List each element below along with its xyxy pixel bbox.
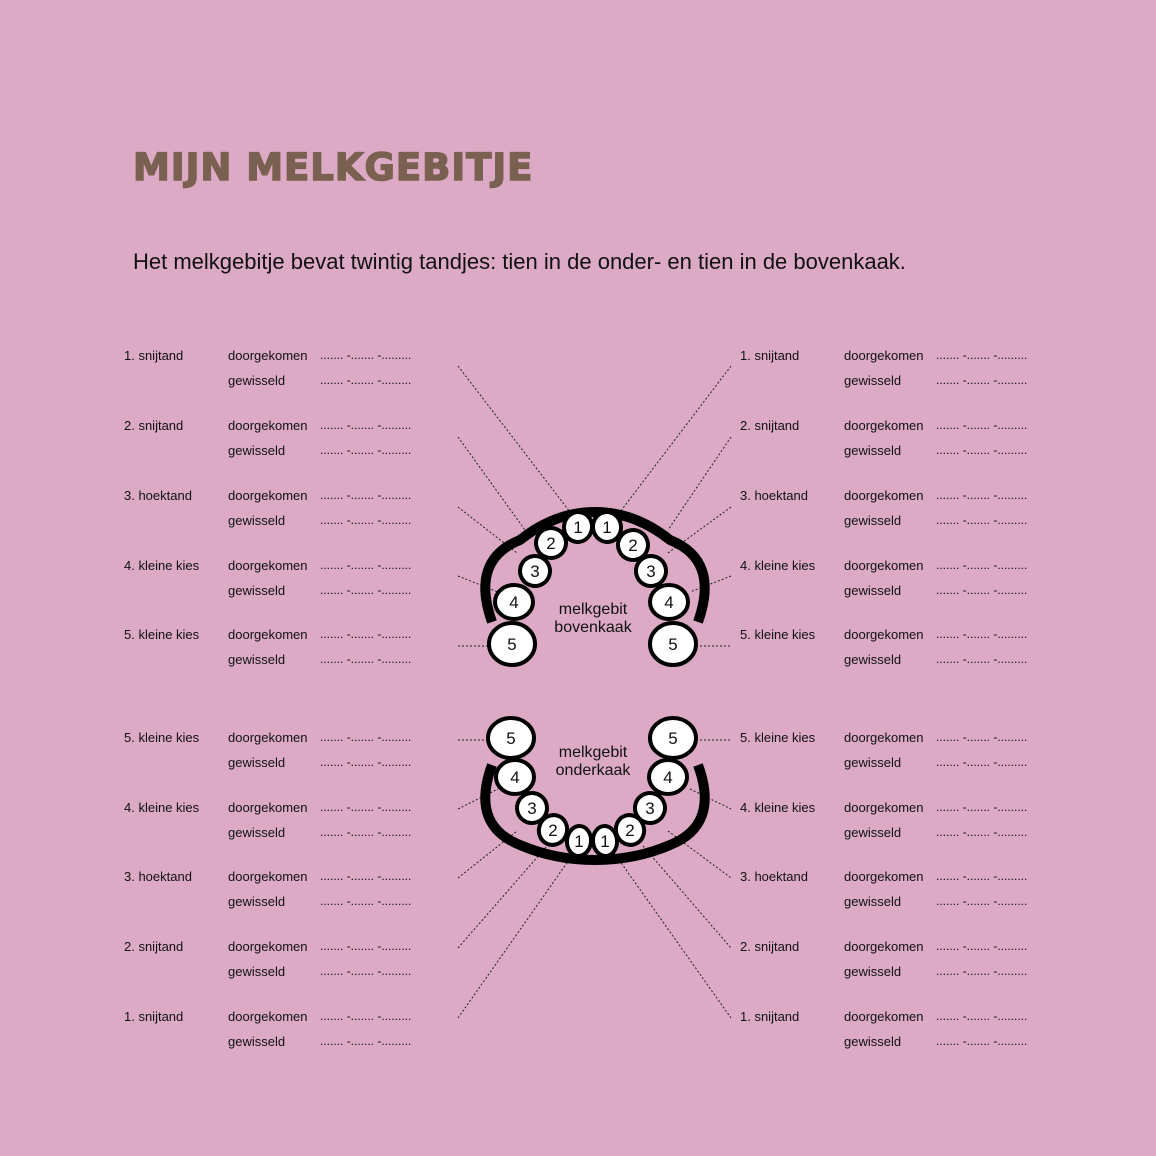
swapped-date-field[interactable]: ....... -....... -.........: [936, 583, 1028, 597]
lower-right-tooth-5[interactable]: [650, 718, 696, 758]
swapped-label: gewisseld: [228, 964, 286, 979]
swapped-date-field[interactable]: ....... -....... -.........: [936, 964, 1028, 978]
swapped-date-field[interactable]: ....... -....... -.........: [936, 652, 1028, 666]
upper-left-tooth-4[interactable]: [495, 585, 533, 619]
came-in-date-field[interactable]: ....... -....... -.........: [320, 1009, 412, 1023]
came-in-label: doorgekomen: [228, 348, 308, 363]
swapped-date-field[interactable]: ....... -....... -.........: [320, 583, 412, 597]
upper-jaw-label-line1: melkgebit: [558, 601, 628, 618]
tooth-name: 4. kleine kies: [124, 558, 200, 573]
tooth-name: 4. kleine kies: [124, 800, 200, 815]
swapped-date-field[interactable]: ....... -....... -.........: [936, 443, 1028, 457]
swapped-date-field[interactable]: ....... -....... -.........: [320, 443, 412, 457]
tooth-number: 1: [602, 518, 612, 537]
came-in-date-field[interactable]: ....... -....... -.........: [936, 730, 1028, 744]
tooth-name: 1. snijtand: [740, 348, 800, 363]
tooth-number: 5: [507, 635, 517, 654]
tooth-number: 4: [664, 593, 674, 612]
lower-leader-line: [458, 789, 498, 809]
upper-leader-line: [458, 366, 570, 512]
tooth-name: 4. kleine kies: [740, 800, 816, 815]
tooth-number: 3: [646, 562, 656, 581]
swapped-date-field[interactable]: ....... -....... -.........: [320, 825, 412, 839]
swapped-label: gewisseld: [228, 894, 286, 909]
tooth-number: 2: [628, 536, 638, 555]
came-in-date-field[interactable]: ....... -....... -.........: [320, 869, 412, 883]
came-in-label: doorgekomen: [228, 488, 308, 503]
swapped-label: gewisseld: [844, 652, 902, 667]
tooth-number: 2: [548, 821, 558, 840]
tooth-number: 5: [506, 729, 516, 748]
came-in-date-field[interactable]: ....... -....... -.........: [936, 869, 1028, 883]
came-in-label: doorgekomen: [844, 800, 924, 815]
lower-left-tooth-1[interactable]: [566, 825, 593, 857]
tooth-number: 4: [663, 768, 673, 787]
came-in-label: doorgekomen: [228, 939, 308, 954]
swapped-date-field[interactable]: ....... -....... -.........: [320, 652, 412, 666]
lower-jaw-label-line2: onderkaak: [555, 762, 631, 779]
tooth-name: 1. snijtand: [740, 1009, 800, 1024]
tooth-name: 3. hoektand: [740, 869, 808, 884]
swapped-label: gewisseld: [228, 443, 286, 458]
swapped-date-field[interactable]: ....... -....... -.........: [936, 894, 1028, 908]
tooth-name: 3. hoektand: [740, 488, 808, 503]
tooth-number: 3: [645, 799, 655, 818]
came-in-label: doorgekomen: [844, 488, 924, 503]
tooth-number: 1: [573, 518, 583, 537]
upper-leader-line: [458, 576, 498, 592]
tooth-number: 5: [668, 729, 678, 748]
came-in-date-field[interactable]: ....... -....... -.........: [320, 488, 412, 502]
swapped-label: gewisseld: [228, 583, 286, 598]
tooth-name: 2. snijtand: [740, 418, 800, 433]
swapped-label: gewisseld: [844, 513, 902, 528]
lower-left-tooth-4[interactable]: [496, 760, 534, 794]
swapped-label: gewisseld: [844, 825, 902, 840]
came-in-label: doorgekomen: [228, 558, 308, 573]
tooth-number: 4: [509, 593, 519, 612]
swapped-label: gewisseld: [844, 755, 902, 770]
swapped-date-field[interactable]: ....... -....... -.........: [320, 964, 412, 978]
came-in-date-field[interactable]: ....... -....... -.........: [936, 348, 1028, 362]
swapped-date-field[interactable]: ....... -....... -.........: [936, 373, 1028, 387]
tooth-number: 3: [527, 799, 537, 818]
came-in-date-field[interactable]: ....... -....... -.........: [320, 348, 412, 362]
swapped-label: gewisseld: [844, 373, 902, 388]
upper-leader-line: [690, 576, 731, 592]
lower-right-tooth-4[interactable]: [649, 760, 687, 794]
upper-jaw-label-line2: bovenkaak: [554, 619, 632, 636]
tooth-number: 1: [574, 832, 584, 851]
swapped-label: gewisseld: [844, 1034, 902, 1049]
tooth-number: 1: [600, 832, 610, 851]
came-in-label: doorgekomen: [228, 800, 308, 815]
came-in-date-field[interactable]: ....... -....... -.........: [320, 800, 412, 814]
came-in-label: doorgekomen: [844, 1009, 924, 1024]
swapped-label: gewisseld: [844, 443, 902, 458]
swapped-date-field[interactable]: ....... -....... -.........: [936, 825, 1028, 839]
lower-leader-line: [458, 850, 576, 1018]
upper-right-tooth-5[interactable]: [650, 623, 696, 665]
tooth-number: 3: [530, 562, 540, 581]
swapped-label: gewisseld: [228, 1034, 286, 1049]
lower-leader-line: [690, 789, 731, 809]
lower-right-tooth-1[interactable]: [592, 825, 619, 857]
swapped-date-field[interactable]: ....... -....... -.........: [320, 513, 412, 527]
tooth-name: 2. snijtand: [124, 939, 184, 954]
upper-right-tooth-4[interactable]: [650, 585, 688, 619]
came-in-date-field[interactable]: ....... -....... -.........: [936, 1009, 1028, 1023]
came-in-date-field[interactable]: ....... -....... -.........: [936, 558, 1028, 572]
tooth-number: 2: [625, 821, 635, 840]
came-in-label: doorgekomen: [844, 869, 924, 884]
upper-leader-line: [458, 437, 525, 530]
tooth-name: 2. snijtand: [740, 939, 800, 954]
intro-text: Het melkgebitje bevat twintig tandjes: tien in de onder- en tien in de bovenkaak.: [133, 249, 906, 274]
tooth-name: 4. kleine kies: [740, 558, 816, 573]
came-in-date-field[interactable]: ....... -....... -.........: [320, 730, 412, 744]
lower-leader-line: [643, 846, 731, 948]
lower-jaw-label-line1: melkgebit: [558, 744, 628, 761]
came-in-label: doorgekomen: [844, 418, 924, 433]
came-in-label: doorgekomen: [228, 730, 308, 745]
lower-left-tooth-5[interactable]: [488, 718, 534, 758]
came-in-date-field[interactable]: ....... -....... -.........: [320, 418, 412, 432]
swapped-label: gewisseld: [228, 652, 286, 667]
came-in-label: doorgekomen: [228, 627, 308, 642]
swapped-label: gewisseld: [228, 755, 286, 770]
tooth-name: 1. snijtand: [124, 1009, 184, 1024]
swapped-date-field[interactable]: ....... -....... -.........: [320, 373, 412, 387]
swapped-label: gewisseld: [844, 964, 902, 979]
came-in-label: doorgekomen: [844, 627, 924, 642]
tooth-number: 4: [510, 768, 520, 787]
tooth-name: 5. kleine kies: [740, 730, 816, 745]
came-in-date-field[interactable]: ....... -....... -.........: [320, 627, 412, 641]
upper-leader-line: [620, 366, 731, 512]
came-in-date-field[interactable]: ....... -....... -.........: [320, 558, 412, 572]
lower-jaw-label: [538, 744, 648, 780]
upper-leader-line: [668, 437, 731, 530]
swapped-label: gewisseld: [228, 513, 286, 528]
swapped-label: gewisseld: [228, 825, 286, 840]
lower-leader-line: [458, 846, 547, 948]
upper-left-tooth-5[interactable]: [489, 623, 535, 665]
swapped-date-field[interactable]: ....... -....... -.........: [936, 755, 1028, 769]
lower-leader-line: [612, 850, 731, 1018]
tooth-number: 5: [668, 635, 678, 654]
tooth-name: 3. hoektand: [124, 488, 192, 503]
tooth-number: 2: [546, 534, 556, 553]
tooth-name: 5. kleine kies: [124, 730, 200, 745]
swapped-date-field[interactable]: ....... -....... -.........: [936, 513, 1028, 527]
swapped-label: gewisseld: [844, 894, 902, 909]
tooth-name: 5. kleine kies: [124, 627, 200, 642]
came-in-label: doorgekomen: [228, 418, 308, 433]
tooth-name: 1. snijtand: [124, 348, 184, 363]
came-in-date-field[interactable]: ....... -....... -.........: [320, 939, 412, 953]
swapped-label: gewisseld: [228, 373, 286, 388]
came-in-date-field[interactable]: ....... -....... -.........: [936, 627, 1028, 641]
came-in-label: doorgekomen: [844, 348, 924, 363]
came-in-label: doorgekomen: [844, 939, 924, 954]
upper-jaw-label: [538, 601, 648, 637]
came-in-date-field[interactable]: ....... -....... -.........: [936, 488, 1028, 502]
tooth-name: 2. snijtand: [124, 418, 184, 433]
tooth-name: 3. hoektand: [124, 869, 192, 884]
came-in-date-field[interactable]: ....... -....... -.........: [936, 418, 1028, 432]
came-in-label: doorgekomen: [228, 1009, 308, 1024]
swapped-date-field[interactable]: ....... -....... -.........: [320, 1034, 412, 1048]
came-in-label: doorgekomen: [228, 869, 308, 884]
came-in-label: doorgekomen: [844, 558, 924, 573]
came-in-label: doorgekomen: [844, 730, 924, 745]
came-in-date-field[interactable]: ....... -....... -.........: [936, 939, 1028, 953]
swapped-date-field[interactable]: ....... -....... -.........: [320, 894, 412, 908]
came-in-date-field[interactable]: ....... -....... -.........: [936, 800, 1028, 814]
swapped-date-field[interactable]: ....... -....... -.........: [936, 1034, 1028, 1048]
page-title: MIJN MELKGEBITJE: [133, 146, 534, 189]
tooth-name: 5. kleine kies: [740, 627, 816, 642]
swapped-date-field[interactable]: ....... -....... -.........: [320, 755, 412, 769]
swapped-label: gewisseld: [844, 583, 902, 598]
